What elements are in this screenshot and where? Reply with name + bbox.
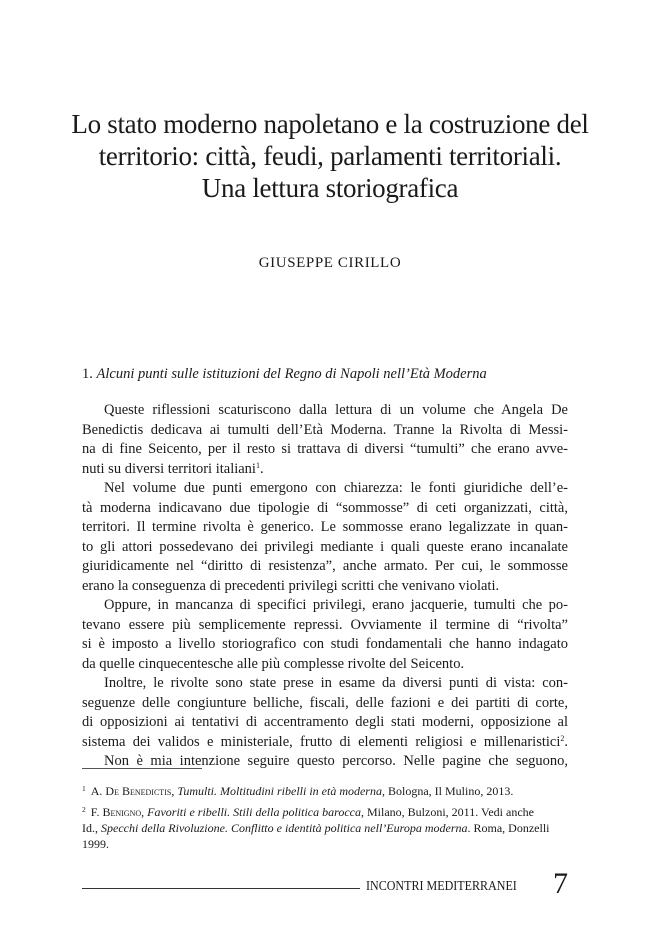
- footnote-ibid: Id.,: [82, 821, 98, 835]
- footnote-work-title: Favoriti e ribelli. Stili della politica barocca: [147, 805, 361, 819]
- text-line: tà moderna indicavano due tipologie di “sommosse” di ceti organizzati, città,: [82, 499, 568, 516]
- text-line: Queste riflessioni scaturiscono dalla lettura di un volume che Angela De: [104, 402, 568, 418]
- footnote: [82, 802, 568, 852]
- text-line: na di fine Seicento, per il resto si trattava di diversi “tumulti” che erano avve-: [82, 441, 568, 457]
- title-line: territorio: città, feudi, parlamenti territoriali.: [98, 141, 562, 171]
- footnote-line: $^1$ A. De Benedictis, Tumulti. Moltitudini ribelli in età moderna, Bologna, Il Mulino, 2013.: [82, 784, 514, 798]
- footnote-publication: , Milano, Bulzoni, 2011. Vedi anche: [361, 805, 534, 819]
- footnotes: [82, 781, 568, 855]
- footnote-number: 2: [82, 805, 86, 814]
- text-line: Nel volume due punti emergono con chiarezza: le fonti giuridiche dell’e-: [104, 480, 568, 496]
- journal-name: INCONTRI MEDITERRANEI: [366, 879, 517, 894]
- footer-rule: [82, 888, 360, 889]
- text-line: giuridicamente nel “diritto di resistenza”, anche armato. Per cui, le sommosse: [82, 558, 568, 574]
- text-line: to gli attori possedevano dei privilegi mediante i quali queste erano incanalate: [82, 538, 568, 555]
- text-line: erano la conseguenza di precedenti privilegi scritti che venivano violati.: [82, 577, 500, 594]
- title-line: Una lettura storiografica: [201, 173, 459, 203]
- footnote-divider: [82, 768, 202, 769]
- footnote-line: $^2$ F. Benigno, Favoriti e ribelli. Stili della politica barocca, Milano, Bulzoni, 2011. Vedi anche: [82, 805, 534, 819]
- text-line: Benedictis dedicava ai tumulti dell’Età Moderna. Tranne la Rivolta di Messi-: [82, 421, 568, 438]
- title-line: Lo stato moderno napoletano e la costruzione del: [71, 109, 589, 139]
- footnote-author: De Benedictis: [105, 784, 172, 798]
- text-line: da quelle cinquecentesche alle più complesse rivolte del Seicento.: [82, 655, 465, 672]
- body-text: [82, 401, 568, 772]
- page-number: 7: [553, 867, 568, 900]
- footnote-line: 1999.: [82, 837, 109, 851]
- text-line: seguenze delle congiunture belliche, fiscali, delle fazioni e dei partiti di corte,: [82, 694, 568, 711]
- text-line: territori. Il termine rivolta è generico. Le sommosse erano legalizzate in quan-: [82, 519, 568, 535]
- article-title: [70, 108, 590, 204]
- footnote-author-initial: A.: [90, 784, 103, 798]
- footnote-number: 1: [82, 784, 86, 793]
- text-line: di opposizioni ai tentativi di accentramento degli stati moderni, opposizione al: [82, 714, 568, 730]
- text-segment: nuti su diversi territori italiani: [82, 460, 256, 477]
- footnote-line: [82, 820, 568, 836]
- footnote-work-title: Tumulti. Moltitudini ribelli in età moderna: [177, 784, 382, 798]
- section-heading: [82, 366, 487, 383]
- author-name: GIUSEPPE CIRILLO: [258, 255, 402, 271]
- footnote-author-initial: F.: [90, 805, 100, 819]
- text-line: Inoltre, le rivolte sono state prese in esame da diversi punti di vista: con-: [104, 675, 568, 691]
- section-number: 1.: [82, 366, 93, 382]
- text-line: si è imposto a livello storiografico con studi fondamentali che hanno indagato: [82, 636, 568, 652]
- section-title: Alcuni punti sulle istituzioni del Regno di Napoli nell’Età Moderna: [96, 366, 487, 382]
- footnote-work-title: Specchi della Rivoluzione. Conflitto e identità politica nell’Europa moderna: [101, 821, 468, 835]
- footnote-publication: . Roma, Donzelli: [467, 821, 550, 835]
- footnote-ref: 2: [560, 733, 565, 743]
- footnote-publication: , Bologna, Il Mulino, 2013.: [381, 784, 514, 798]
- text-line: Non è mia intenzione seguire questo percorso. Nelle pagine che seguono,: [104, 753, 568, 769]
- footnote: [82, 781, 568, 799]
- footnote-author: Benigno: [102, 805, 142, 819]
- text-line: nuti su diversi territori italiani$^1$.: [82, 460, 264, 477]
- text-line: Oppure, in mancanza di specifici privilegi, erano jacquerie, tumulti che po-: [104, 597, 568, 613]
- text-line: tevano essere più semplicemente repressi. Ovviamente il termine di “rivolta”: [82, 616, 568, 633]
- text-segment: sistema dei validos e ministeriale, frutto di elementi religiosi e millenaristici: [82, 733, 561, 750]
- text-line: sistema dei validos e ministeriale, frutto di elementi religiosi e millenaristici$^2$.: [82, 733, 568, 750]
- footnote-ref: 1: [255, 460, 260, 470]
